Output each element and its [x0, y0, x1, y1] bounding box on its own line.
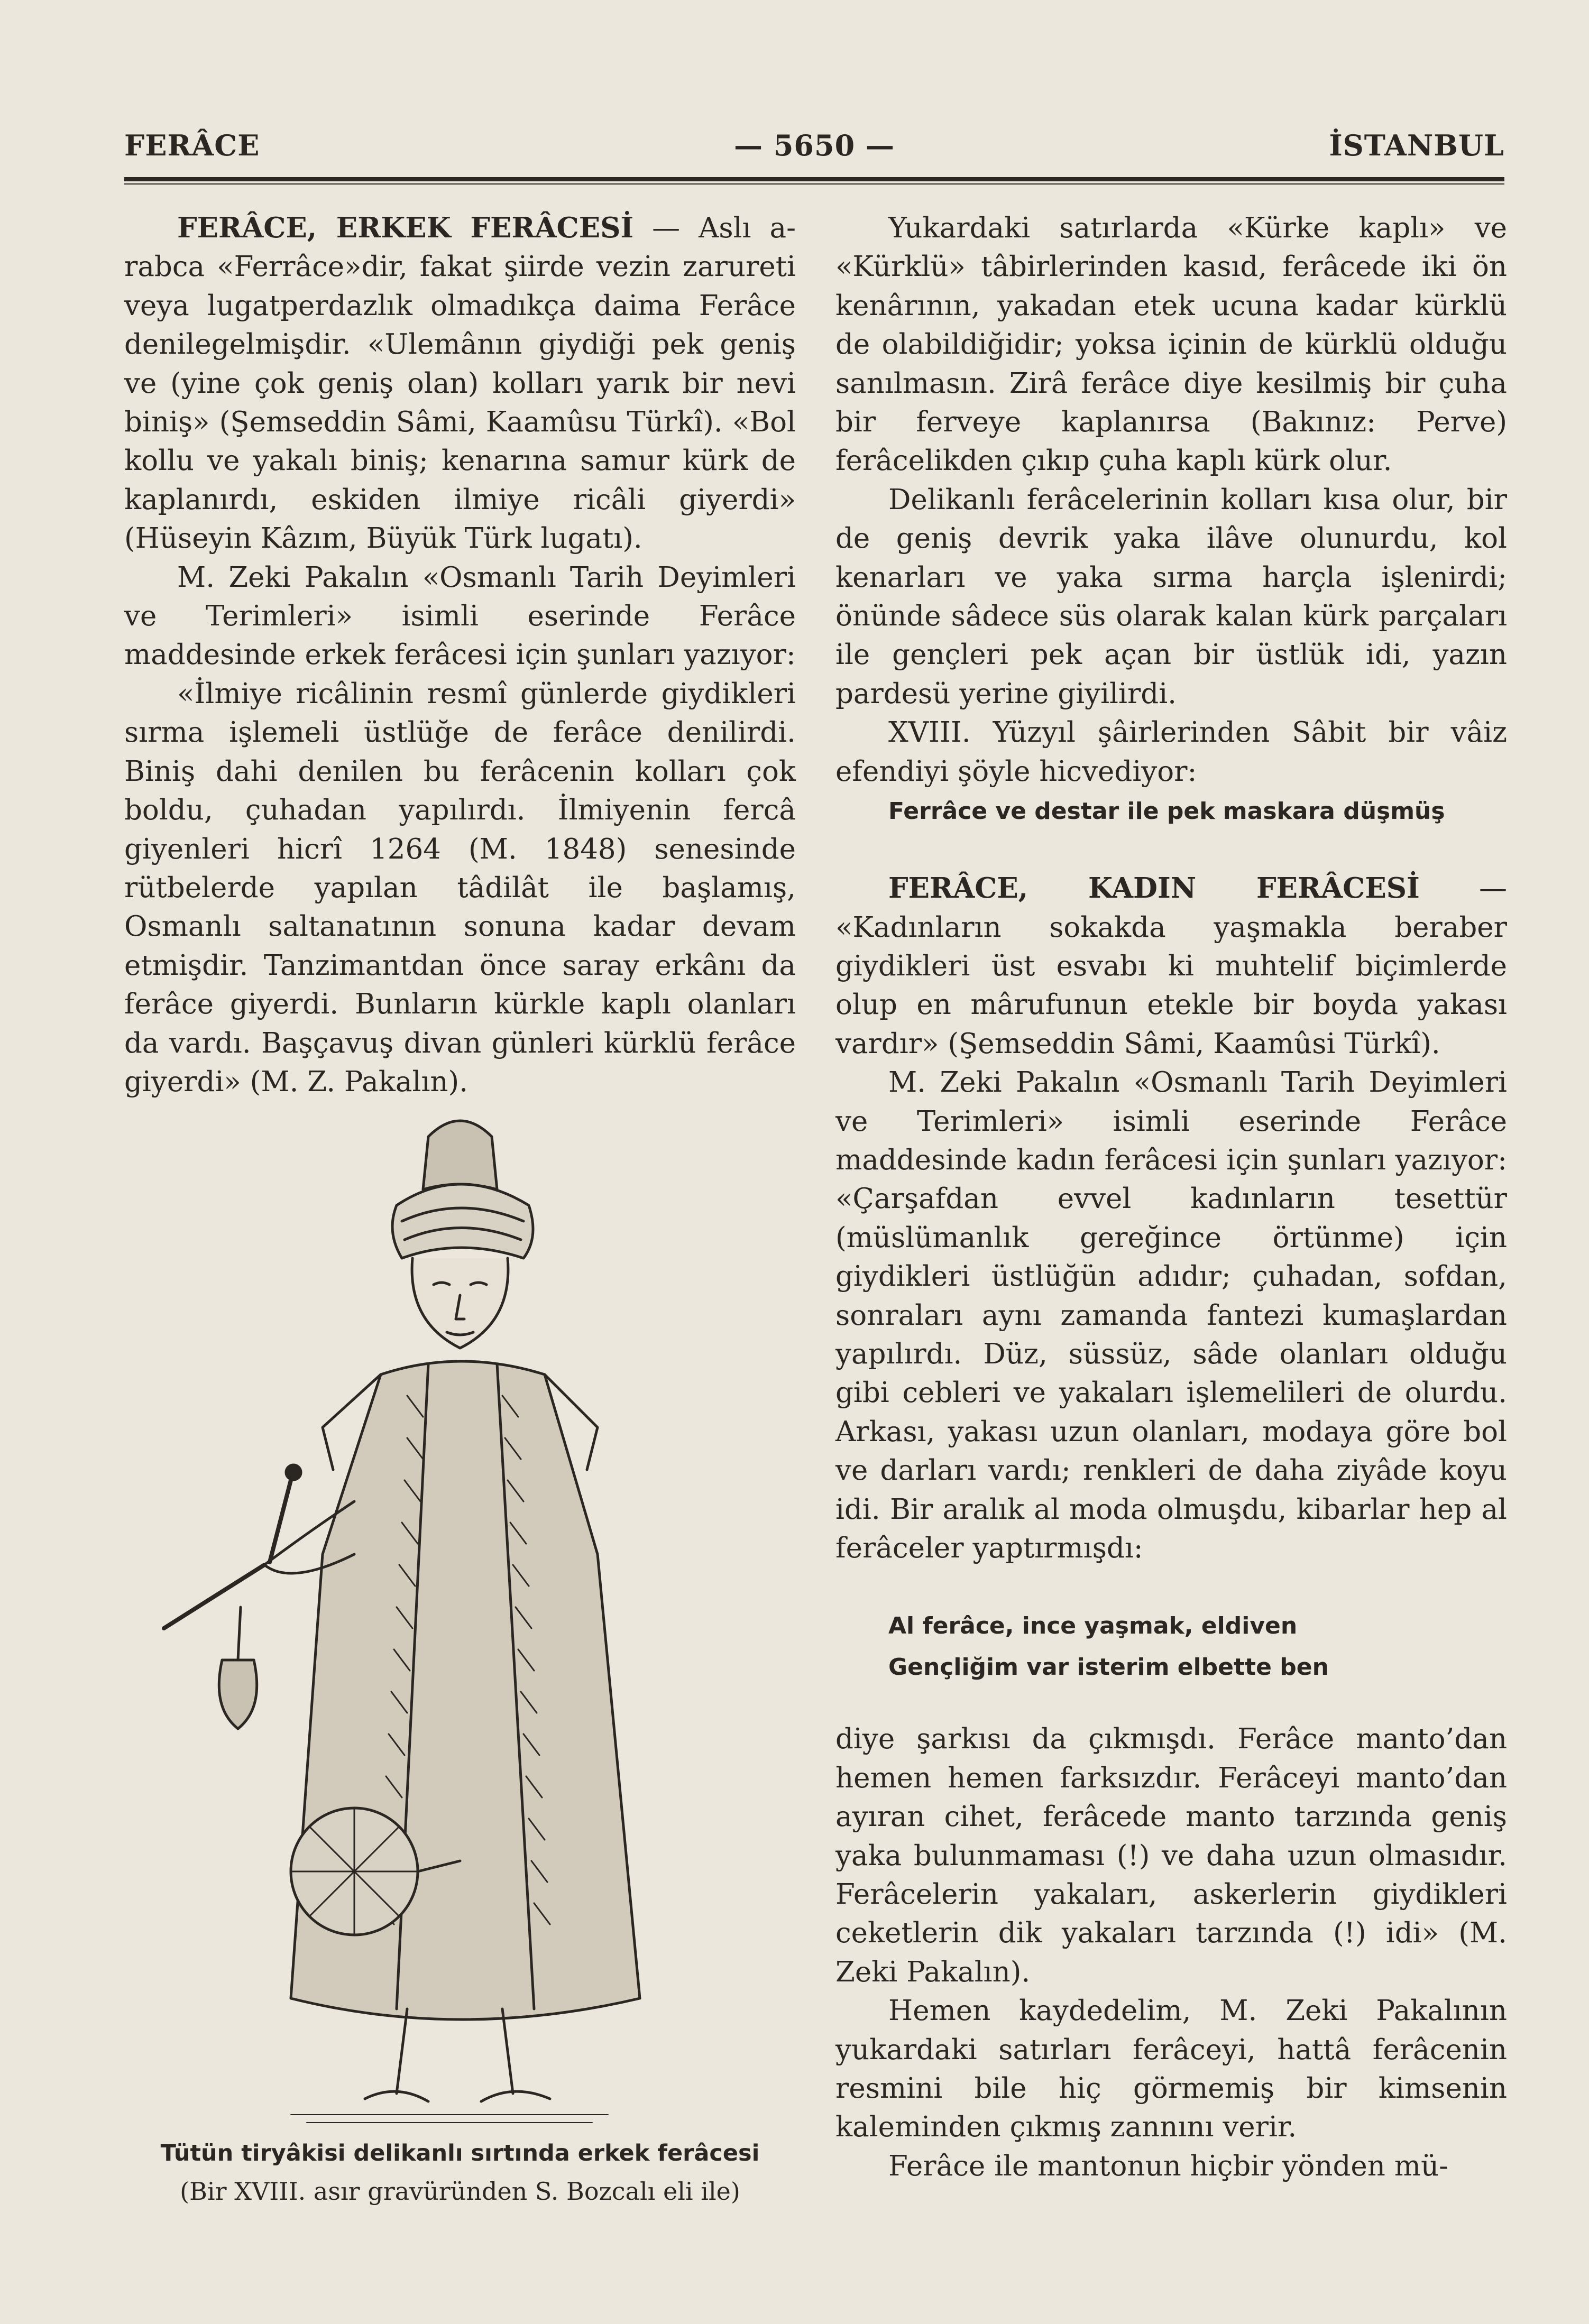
spacer: [835, 1567, 1507, 1606]
paragraph: Yukardaki satırlarda «Kürke kaplı» ve «Kürklü» tâbirlerinden kasıd, ferâcede iki ön kenârının, yakadan etek ucuna kadar kürklü de olabildiğidir; yoksa içinin de kürklü olduğu sanılmasın. Zirâ ferâce diye kesilmiş bir çuha bir ferveye kaplanırsa (Bakınız: Perve) ferâcelikden çıkıp çuha kaplı kürk olur.: [835, 212, 1507, 477]
verse-line: Al ferâce, ince yaşmak, eldiven: [888, 1612, 1298, 1640]
figure-caption-source: (Bir XVIII. asır gravüründen S. Bozcalı eli ile): [180, 2177, 740, 2206]
verse-line: Gençliğim var isterim elbette ben: [888, 1654, 1329, 1681]
entry-title-kadin-ferace: FERÂCE, KADIN FERÂCESİ: [888, 872, 1420, 905]
left-column: [124, 209, 796, 1101]
turban-wrap: [392, 1184, 533, 1258]
spacer: [835, 1688, 1507, 1720]
shoes: [365, 2091, 550, 2101]
turban-top: [423, 1121, 497, 1189]
paragraph-quote: «İlmiye ricâlinin resmî günlerde giydikleri sırma işlemeli üstlüğe de ferâce denilirdi. Biniş dahi denilen bu ferâcenin kolları çok boldu, çuhadan yapılırdı. İlmiyenin fercâ giyenleri hicrî 1264 (M. 1848) senesinde rütbelerde yapılan tâdilât ile başlamış, Osmanlı saltanatının sonuna kadar devam etmişdir. Tanzimantdan önce saray erkânı da ferâce giyerdi. Bunların kürkle kaplı olanları da vardı. Başçavuş divan günleri kürklü ferâce giyerdi» (M. Z. Pakalın).: [124, 677, 796, 1098]
tobacco-pipe: [164, 1565, 264, 1628]
figure-caption-title: Tütün tiryâkisi delikanlı sırtında erkek ferâcesi: [160, 2140, 760, 2166]
right-column: [835, 209, 1507, 2185]
paragraph: Delikanlı ferâcelerinin kolları kısa olur, bir de geniş devrik yaka ilâve olunurdu, kol kenarları ve yaka sırma harçla işlenirdi; önünde sâdece süs olarak kalan kürk parçaları ile gençleri pek açan bir üstlük idi, yazın pardesü yerine giyilirdi.: [835, 483, 1507, 710]
header-left-title: FERÂCE: [124, 128, 260, 162]
running-header: [124, 124, 1504, 172]
engraving-illustration: [132, 1100, 788, 2136]
entry-kadin-ferace-intro: [835, 869, 1507, 1063]
tobacco-pouch: [219, 1660, 256, 1729]
legs: [397, 2009, 513, 2094]
paragraph: M. Zeki Pakalın «Osmanlı Tarih Deyimleri ve Terimleri» isimli eserinde Ferâce maddesinde erkek ferâcesi için şunları yazıyor:: [124, 561, 796, 671]
entry-title-erkek-ferace: FERÂCE, ERKEK FERÂCESİ: [177, 211, 634, 244]
entry-erkek-ferace-text: — Aslı a-rabca «Ferrâce»dir, fakat şiirde vezin zarureti veya lugatperdazlık olmadıkça daima Ferâce denilegelmişdir. «Ulemânın giydiği pek geniş ve (yine çok geniş olan) kolları yarık bir nevi biniş» (Şemseddin Sâmi, Kaamûsu Türkî). «Bol kollu ve yakalı biniş; kenarına samur kürk de kaplanırdı, eskiden ilmiye ricâli giyerdi» (Hüseyin Kâzım, Büyük Türk lugatı).: [124, 212, 796, 555]
header-right-title: İSTANBUL: [1329, 128, 1504, 162]
spacer: [835, 832, 1507, 869]
header-rule: [124, 177, 1504, 181]
entry-kadin-ferace-text: — «Kadınların sokakda yaşmakla beraber giydikleri üst esvabı ki muhtelif biçimlerde olup en mârufunun etekle bir boyda yakası vardır» (Şemseddin Sâmi, Kaamûsi Türkî).: [835, 872, 1507, 1060]
paragraph: Hemen kaydedelim, M. Zeki Pakalının yukardaki satırları ferâceyi, hattâ ferâcenin resmini bile hiç görmemiş bir kimsenin kaleminden çıkmış zannını verir.: [835, 1995, 1507, 2144]
page-number: — 5650 —: [734, 128, 895, 162]
entry-erkek-ferace-intro: [124, 209, 796, 558]
header-rule-thin: [124, 183, 1504, 185]
verse-line: Ferrâce ve destar ile pek maskara düşmüş: [888, 798, 1445, 825]
paragraph: XVIII. Yüzyıl şâirlerinden Sâbit bir vâiz efendiyi şöyle hicvediyor:: [835, 716, 1507, 788]
paragraph: Ferâce ile mantonun hiçbir yönden mü-: [888, 2150, 1449, 2182]
paragraph: M. Zeki Pakalın «Osmanlı Tarih Deyimleri ve Terimleri» isimli eserinde Ferâce maddesinde kadın ferâcesi için şunları yazıyor: «Çarşafdan evvel kadınların tesettür (müslümanlık gereğince örtünme) için giydikleri üstlüğün adıdır; çuhadan, sofdan, sonraları aynı zamanda fantezi kumaşlardan yapılırdı. Düz, süssüz, sâde olanları olduğu gibi cebleri ve yakaları işlemelileri de olurdu. Arkası, yakası uzun olanları, modaya göre bol ve darları vardı; renkleri de daha ziyâde koyu idi. Bir aralık al moda olmuşdu, kibarlar hep al ferâceler yaptırmışdı:: [835, 1066, 1507, 1564]
paragraph: diye şarkısı da çıkmışdı. Ferâce manto’dan hemen hemen farksızdır. Ferâceyi manto’dan ayıran cihet, ferâcede manto tarzında geniş yaka bulunmaması (!) ve daha uzun olmasıdır. Ferâcelerin yakaları, askerlerin giydikleri ceketlerin dik yakaları tarzında (!) idi» (M. Zeki Pakalın).: [835, 1723, 1507, 1988]
